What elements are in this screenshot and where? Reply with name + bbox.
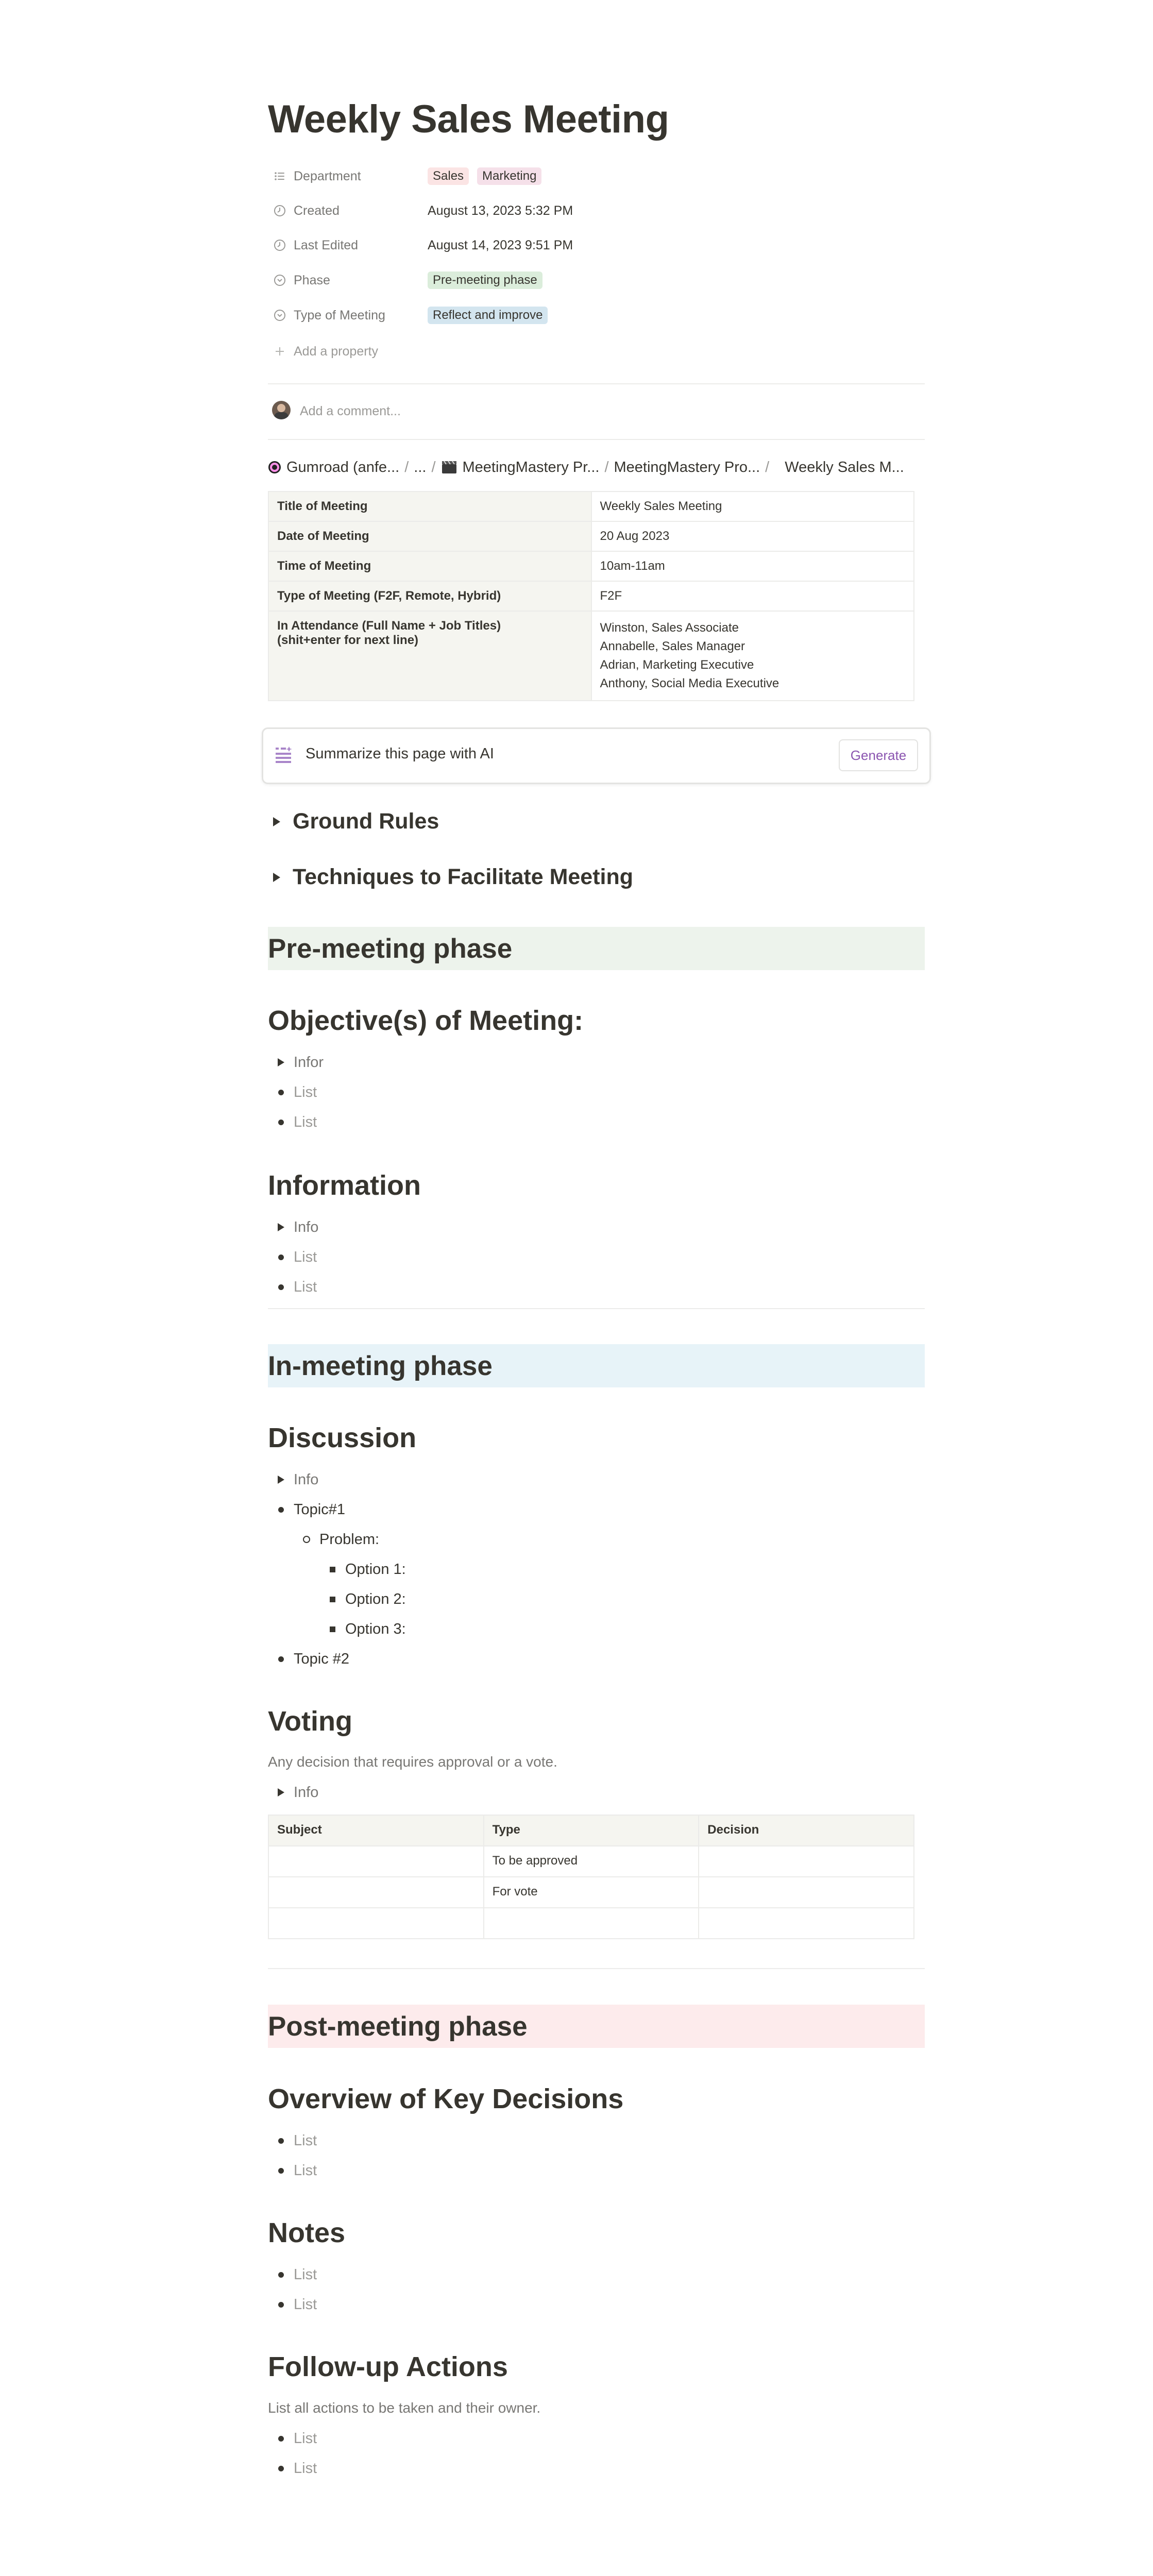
toggle-item-label: Info [294, 1784, 319, 1801]
property-value [428, 202, 573, 219]
table-cell[interactable] [268, 1908, 484, 1939]
in-meeting-phase-heading[interactable] [268, 1344, 925, 1387]
property-name [273, 202, 340, 219]
attendee: Annabelle, Sales Manager [600, 639, 745, 653]
property-name [273, 272, 330, 289]
table-cell-label[interactable]: Date of Meeting [268, 521, 591, 551]
table-header-row [268, 1815, 914, 1846]
divider [268, 1968, 925, 1969]
list-item-label: List [294, 1084, 317, 1100]
comment-input[interactable]: Add a comment... [300, 404, 401, 418]
bullet-icon [268, 1649, 294, 1669]
bullet-icon [268, 2130, 294, 2151]
list-item-label: List [294, 1279, 317, 1295]
bullet-icon [268, 2294, 294, 2315]
select-icon [273, 309, 286, 322]
list-item-label: List [294, 2162, 317, 2179]
divider [268, 439, 925, 440]
breadcrumb-label: Gumroad (anfe... [286, 459, 400, 476]
clock-icon [273, 204, 286, 217]
property-last-edited[interactable] [268, 230, 925, 261]
objectives-heading[interactable]: Objective(s) of Meeting: [268, 1005, 584, 1036]
attendance-label: In Attendance (Full Name + Job Titles) [277, 619, 501, 633]
bullet-icon [268, 2428, 294, 2449]
list-item-label: List [294, 2460, 317, 2477]
toggle-heading-label: Ground Rules [293, 809, 439, 834]
breadcrumb-label: MeetingMastery Pr... [462, 459, 600, 476]
list-item-label: Topic#1 [294, 1501, 345, 1518]
table-cell[interactable]: To be approved [484, 1846, 699, 1877]
list-item-label: Option 3: [345, 1621, 406, 1637]
bullet-square-icon [319, 1619, 345, 1639]
attendee: Winston, Sales Associate [600, 621, 739, 635]
table-cell-value[interactable]: Weekly Sales Meeting [591, 492, 914, 521]
breadcrumb-label: ... [414, 459, 427, 476]
list-icon [273, 170, 286, 183]
plus-icon [273, 345, 286, 358]
attendee: Adrian, Marketing Executive [600, 658, 754, 672]
table-cell[interactable] [699, 1908, 914, 1939]
ai-summary-block [262, 727, 931, 784]
table-row [268, 1877, 914, 1908]
property-department[interactable] [268, 161, 925, 192]
property-created[interactable] [268, 195, 925, 226]
list-item-label: List [294, 2296, 317, 2313]
tag-sales[interactable]: Sales [428, 167, 469, 185]
avatar [272, 401, 291, 419]
clapperboard-icon [441, 460, 457, 474]
last-edited-value: August 14, 2023 9:51 PM [428, 238, 573, 252]
toggle-arrow-icon[interactable] [268, 1782, 294, 1803]
table-cell-value[interactable]: F2F [591, 581, 914, 611]
bullet-ring-icon [294, 1529, 319, 1550]
ai-summary-icon [276, 747, 294, 764]
tag-meeting-type[interactable]: Reflect and improve [428, 307, 548, 324]
post-meeting-phase-heading[interactable] [268, 2005, 925, 2048]
divider [268, 1308, 925, 1309]
property-name [273, 237, 358, 253]
attendance-hint: (shit+enter for next line) [277, 633, 419, 647]
bullet-icon [268, 2264, 294, 2285]
list-item-label: List [294, 2266, 317, 2283]
breadcrumb-item[interactable] [441, 459, 600, 476]
gumroad-logo-icon [268, 461, 281, 474]
table-cell[interactable] [699, 1846, 914, 1877]
breadcrumb-label: Weekly Sales M... [785, 459, 904, 476]
table-cell-label[interactable]: Time of Meeting [268, 551, 591, 581]
table-cell[interactable] [699, 1877, 914, 1908]
breadcrumb [268, 456, 904, 479]
property-value[interactable] [428, 272, 542, 289]
list-item-label: List [294, 1114, 317, 1130]
clock-icon [273, 239, 286, 252]
bullet-icon [268, 1247, 294, 1267]
table-cell-value[interactable] [591, 611, 914, 701]
table-cell-value[interactable]: 20 Aug 2023 [591, 521, 914, 551]
table-row [268, 551, 914, 581]
toggle-item-label: Infor [294, 1054, 324, 1071]
table-row [268, 492, 914, 521]
table-row [268, 581, 914, 611]
toggle-ground-rules[interactable] [268, 809, 439, 834]
bullet-icon [268, 1112, 294, 1132]
breadcrumb-item[interactable] [414, 459, 426, 476]
follow-up-heading[interactable]: Follow-up Actions [268, 2351, 508, 2382]
property-name [273, 168, 361, 184]
property-label: Type of Meeting [294, 308, 385, 323]
property-label: Last Edited [294, 238, 359, 252]
table-row [268, 611, 914, 701]
notes-heading[interactable]: Notes [268, 2217, 346, 2248]
breadcrumb-item[interactable] [268, 459, 399, 476]
column-header[interactable]: Type [484, 1815, 699, 1846]
property-value [428, 237, 573, 253]
breadcrumb-separator: / [765, 459, 770, 476]
list-item-label: List [294, 2430, 317, 2447]
table-row [268, 1908, 914, 1939]
tag-phase[interactable]: Pre-meeting phase [428, 272, 542, 289]
list-item-label: Topic #2 [294, 1651, 350, 1667]
breadcrumb-item[interactable] [614, 459, 760, 476]
tag-marketing[interactable]: Marketing [477, 167, 541, 185]
discussion-heading[interactable]: Discussion [268, 1422, 417, 1453]
bullet-square-icon [319, 1589, 345, 1609]
voting-description[interactable]: Any decision that requires approval or a vote. [268, 1754, 557, 1770]
page-title[interactable]: Weekly Sales Meeting [268, 97, 669, 141]
toggle-heading-label: Techniques to Facilitate Meeting [293, 865, 634, 889]
add-property-button[interactable] [268, 336, 925, 367]
table-row [268, 1846, 914, 1877]
list-item-label: Option 1: [345, 1561, 406, 1578]
property-label: Created [294, 203, 340, 218]
property-phase[interactable] [268, 265, 925, 296]
list-item-label: List [294, 2132, 317, 2149]
list-item-label: Problem: [319, 1531, 380, 1548]
follow-up-description[interactable]: List all actions to be taken and their owner. [268, 2400, 541, 2416]
property-label: Department [294, 168, 361, 183]
table-cell[interactable] [268, 1846, 484, 1877]
table-cell-label[interactable]: Title of Meeting [268, 492, 591, 521]
information-heading[interactable]: Information [268, 1170, 421, 1201]
column-header[interactable]: Decision [699, 1815, 914, 1846]
pre-meeting-phase-heading[interactable] [268, 927, 925, 970]
table-cell[interactable] [268, 1877, 484, 1908]
phase-label: Post-meeting phase [268, 2011, 528, 2042]
bullet-icon [268, 2160, 294, 2181]
property-name [273, 307, 385, 324]
toggle-arrow-icon[interactable] [268, 1217, 294, 1238]
toggle-arrow-icon[interactable] [273, 817, 280, 826]
bullet-square-icon [319, 1559, 345, 1580]
generate-button[interactable]: Generate [839, 739, 918, 771]
table-cell-label[interactable] [268, 611, 591, 701]
created-value: August 13, 2023 5:32 PM [428, 203, 573, 218]
voting-heading[interactable]: Voting [268, 1706, 352, 1737]
toggle-item-label: Info [294, 1471, 319, 1488]
list-item-label: List [294, 1249, 317, 1265]
attendee: Anthony, Social Media Executive [600, 676, 779, 690]
toggle-techniques[interactable] [268, 865, 633, 890]
breadcrumb-separator: / [431, 459, 436, 476]
toggle-item-label: Info [294, 1219, 319, 1235]
breadcrumb-separator: / [604, 459, 609, 476]
table-cell[interactable]: For vote [484, 1877, 699, 1908]
breadcrumb-separator: / [404, 459, 409, 476]
bullet-icon [268, 1277, 294, 1297]
key-decisions-heading[interactable]: Overview of Key Decisions [268, 2083, 624, 2114]
column-header[interactable]: Subject [268, 1815, 484, 1846]
property-value[interactable] [428, 168, 541, 184]
table-row [268, 521, 914, 551]
list-item-label: Option 2: [345, 1591, 406, 1607]
toggle-arrow-icon[interactable] [268, 1052, 294, 1073]
property-type-of-meeting[interactable] [268, 300, 925, 331]
breadcrumb-label: MeetingMastery Pro... [614, 459, 760, 476]
property-value[interactable] [428, 307, 548, 324]
add-property-label: Add a property [294, 344, 378, 359]
phase-label: Pre-meeting phase [268, 933, 513, 964]
ai-summary-text: Summarize this page with AI [306, 745, 494, 762]
toggle-arrow-icon[interactable] [268, 1469, 294, 1490]
property-label: Phase [294, 273, 330, 287]
add-property[interactable] [273, 343, 378, 360]
phase-label: In-meeting phase [268, 1350, 493, 1381]
table-cell-value[interactable]: 10am-11am [591, 551, 914, 581]
table-cell[interactable] [484, 1908, 699, 1939]
meeting-details-table [268, 491, 914, 701]
breadcrumb-item[interactable] [785, 459, 904, 476]
bullet-icon [268, 1082, 294, 1103]
table-cell-label[interactable]: Type of Meeting (F2F, Remote, Hybrid) [268, 581, 591, 611]
voting-table [268, 1815, 914, 1939]
select-icon [273, 274, 286, 287]
bullet-icon [268, 2458, 294, 2479]
divider [268, 383, 925, 384]
toggle-arrow-icon[interactable] [273, 873, 280, 882]
bullet-icon [268, 1499, 294, 1520]
